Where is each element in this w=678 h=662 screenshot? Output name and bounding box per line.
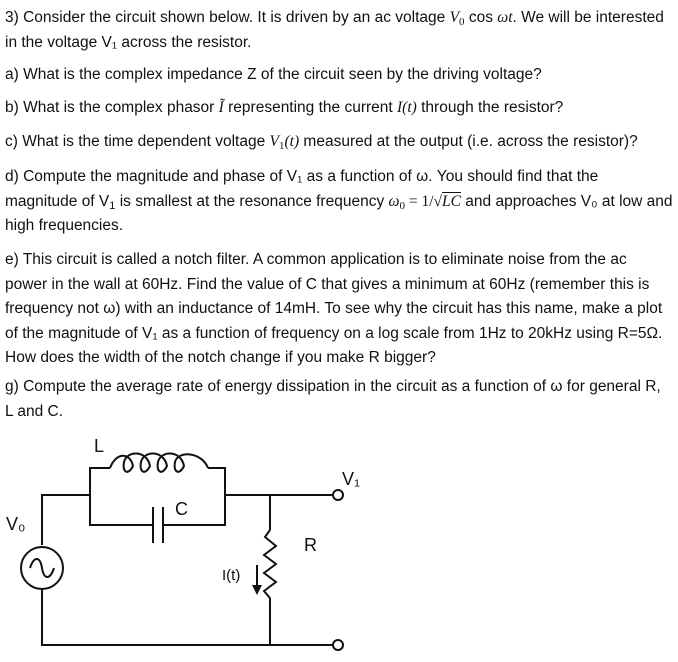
part-d: d) Compute the magnitude and phase of V₁ as a function of ω. You should find that the magnitude of $V_1$ is smallest at the resonance frequency $\omega_0 = 1/√LC$ and approaches V₀ at low and high frequencies.	[5, 168, 673, 234]
problem-intro: 3) Consider the circuit shown below. It is driven by an ac voltage $V_0$ cos ωt. We will be interested in the voltage V₁ across the resistor.	[5, 9, 664, 51]
resistor-R	[264, 530, 276, 598]
wire-left-top	[42, 495, 90, 545]
wire-parallel-box	[90, 468, 225, 525]
label-V0: V₀	[6, 514, 26, 534]
part-a: a) What is the complex impedance Z of the circuit seen by the driving voltage?	[5, 66, 542, 83]
inductor-L	[110, 453, 208, 471]
capacitor-C	[153, 507, 163, 543]
wire-source-bottom	[42, 589, 332, 645]
label-C: C	[175, 499, 188, 519]
label-R: R	[304, 535, 317, 555]
label-L: L	[94, 436, 105, 456]
part-e: e) This circuit is called a notch filter. A common application is to eliminate noise from the ac power in the wall at 60Hz. Find the value of C that gives a minimum at 60Hz (remember this is frequency not ω) with an inductance of 14mH. To see why the circuit has this name, make a plot of the magnitude of V₁ as a function of frequency on a log scale from 1Hz to 20kHz using R=5Ω. How does the width of the notch change if you make R bigger?	[5, 251, 663, 366]
label-V1: V₁	[342, 469, 361, 489]
current-arrow-head	[252, 585, 262, 595]
part-c: c) What is the time dependent voltage $V_1(t)$ measured at the output (i.e. across the resistor)?	[5, 133, 638, 152]
label-current: I(t)	[222, 567, 241, 584]
part-g: g) Compute the average rate of energy dissipation in the circuit as a function of ω for general R, L and C.	[5, 378, 661, 420]
source-sine	[30, 559, 54, 577]
output-terminal-ground	[333, 640, 343, 650]
output-terminal-V1	[333, 490, 343, 500]
part-b: b) What is the complex phasor Ĩ representing the current I(t) through the resistor?	[5, 99, 564, 116]
